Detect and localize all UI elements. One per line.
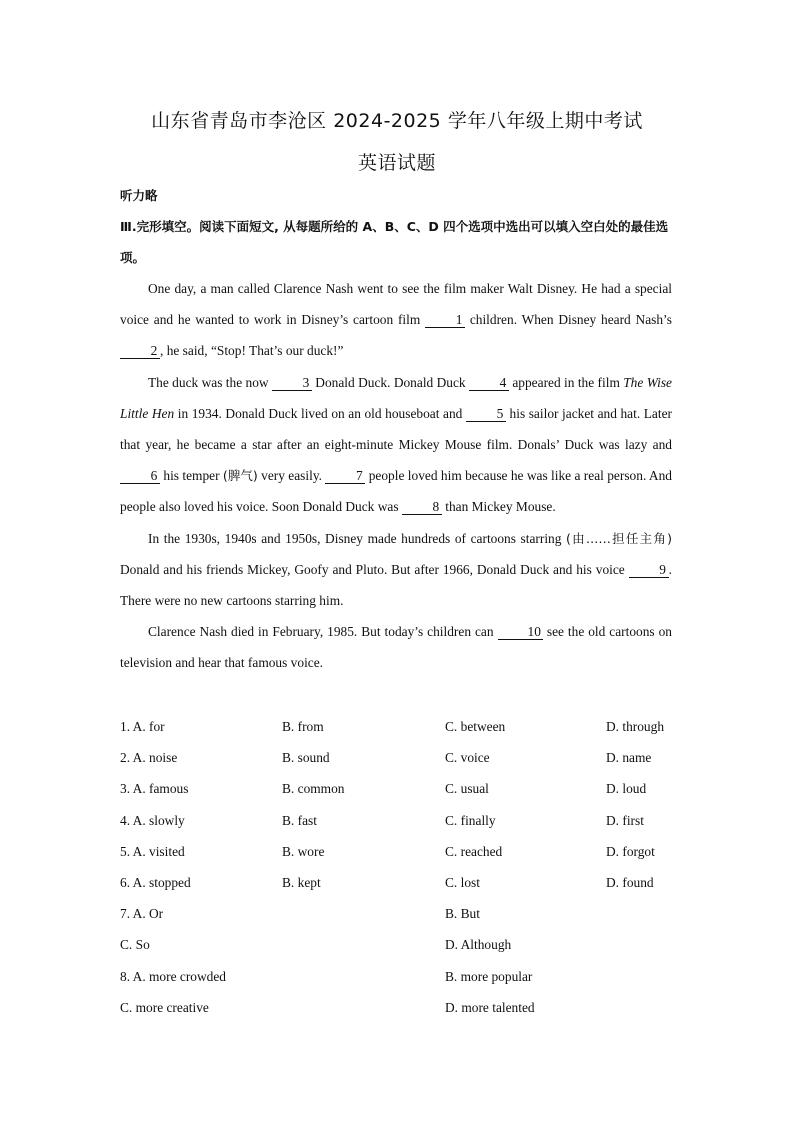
option: C. reached	[445, 843, 503, 859]
option: C. So	[120, 937, 150, 953]
option-row-q4	[120, 805, 700, 836]
option: B. sound	[282, 750, 330, 766]
listening-note: 听力略	[120, 188, 158, 203]
option: B. kept	[282, 874, 321, 890]
option: 6. A. stopped	[120, 874, 191, 890]
option-row-q7b	[120, 929, 700, 960]
exam-subject-title: 英语试题	[357, 152, 436, 174]
section-instruction: Ⅲ.完形填空。阅读下面短文, 从每题所给的 A、B、C、D 四个选项中选出可以填入空白处的最佳选项。	[120, 219, 669, 265]
gloss: (由……担任主角)	[566, 530, 672, 546]
blank-4: 4	[469, 376, 509, 391]
text: his temper	[160, 468, 223, 484]
option: D. name	[606, 750, 652, 766]
text: people loved him because he was like a real person. And people also loved his voice. Soon Donald Duck was	[120, 468, 672, 515]
option: B. fast	[282, 812, 317, 828]
text: his sailor jacket and hat. Later that year, he became a star after an eight-minute Mickey Mouse film. Donals’ Duck was lazy and	[120, 405, 673, 453]
blank-9: 9	[629, 563, 669, 578]
option-row-q5	[120, 836, 700, 867]
text: children. When Disney heard Nash’s	[465, 312, 672, 328]
blank-3: 3	[272, 376, 312, 391]
blank-7: 7	[325, 469, 365, 484]
option: C. between	[445, 719, 506, 734]
blank-8: 8	[402, 500, 442, 515]
option: C. more creative	[120, 999, 209, 1015]
option: B. wore	[282, 843, 325, 859]
paragraph-4	[120, 616, 672, 678]
option: 4. A. slowly	[120, 812, 185, 828]
text: in 1934. Donald Duck lived on an old houseboat and	[174, 405, 466, 421]
option: 1. A. for	[120, 719, 165, 734]
option: 8. A. more crowded	[120, 968, 226, 984]
text: very easily.	[257, 468, 326, 484]
text: than Mickey Mouse.	[441, 499, 556, 515]
option-row-q2	[120, 742, 700, 773]
option: D. forgot	[606, 843, 655, 859]
option-row-q6	[120, 867, 700, 898]
text: In the 1930s, 1940s and 1950s, Disney made hundreds of cartoons starring	[148, 530, 567, 546]
option-row-q8b	[120, 992, 700, 1023]
cloze-passage	[120, 273, 672, 679]
paragraph-1	[120, 273, 672, 367]
option: B. But	[445, 906, 480, 922]
exam-title: 山东省青岛市李沧区 2024-2025 学年八年级上期中考试	[151, 110, 643, 132]
option: D. found	[606, 874, 654, 890]
blank-1: 1	[425, 313, 465, 328]
option: D. more talented	[445, 999, 535, 1015]
option: 5. A. visited	[120, 843, 185, 859]
text: . There were no new cartoons starring him.	[120, 561, 672, 609]
paragraph-3	[120, 523, 672, 617]
option: C. usual	[445, 781, 489, 797]
option: B. common	[282, 781, 345, 797]
paragraph-2	[120, 367, 672, 523]
blank-2: 2	[120, 344, 160, 359]
text: appeared in the film	[508, 374, 624, 390]
option-row-q3	[120, 773, 700, 804]
option: C. voice	[445, 750, 490, 766]
blank-10: 10	[498, 625, 543, 640]
option: B. from	[282, 719, 324, 734]
option: D. through	[606, 719, 665, 734]
option: B. more popular	[445, 968, 533, 984]
answer-options	[120, 711, 700, 1023]
film-title: The Wise Little Hen	[120, 374, 672, 421]
text: The duck was the now	[148, 374, 272, 390]
option: 2. A. noise	[120, 750, 178, 766]
option: C. lost	[445, 874, 480, 890]
text: , he said, “Stop! That’s our duck!”	[160, 343, 344, 359]
text: Clarence Nash died in February, 1985. But today’s children can	[148, 624, 498, 640]
option: 3. A. famous	[120, 781, 189, 797]
option: D. Although	[445, 937, 512, 953]
text: Donald and his friends Mickey, Goofy and Pluto. But after 1966, Donald Duck and his voice	[120, 561, 629, 577]
text: One day, a man called Clarence Nash went to see the film maker Walt Disney. He had a special voice and he wanted to work in Disney’s cartoon film	[120, 281, 672, 328]
blank-5: 5	[466, 407, 506, 422]
option: D. loud	[606, 781, 647, 797]
blank-6: 6	[120, 469, 160, 484]
option-row-q8a	[120, 961, 700, 992]
option: D. first	[606, 812, 644, 828]
text: Donald Duck. Donald Duck	[311, 374, 469, 390]
text: see the old cartoons on television and hear that famous voice.	[120, 624, 672, 671]
gloss: (脾气)	[222, 468, 258, 484]
option: 7. A. Or	[120, 906, 164, 922]
option-row-q7a	[120, 898, 700, 929]
option: C. finally	[445, 812, 496, 828]
option-row-q1	[120, 711, 700, 742]
